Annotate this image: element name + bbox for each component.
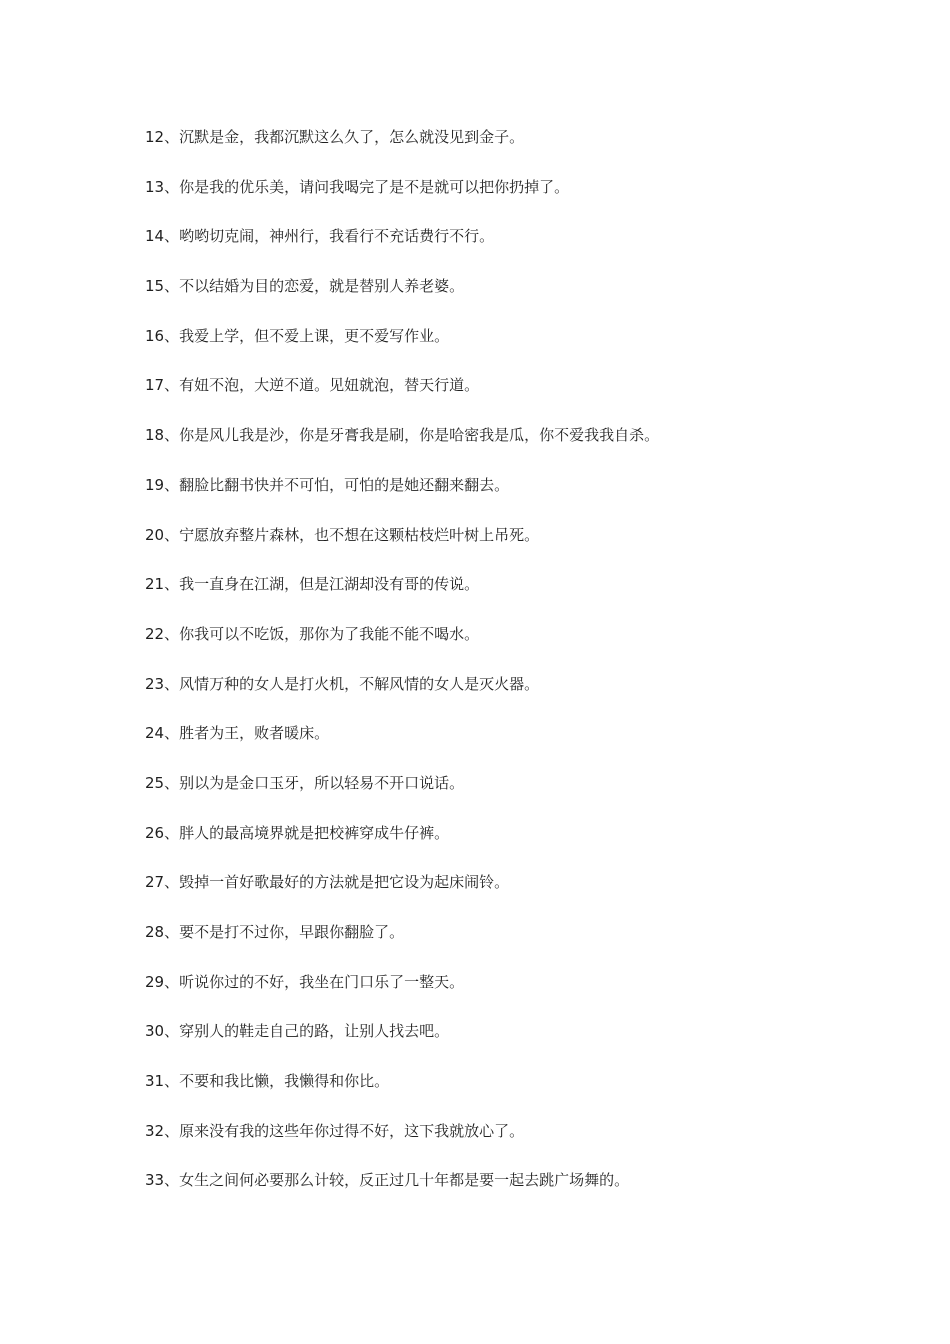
list-item: 33、女生之间何必要那么计较，反正过几十年都是要一起去跳广场舞的。 bbox=[145, 1171, 630, 1190]
list-item: 27、毁掉一首好歌最好的方法就是把它设为起床闹铃。 bbox=[145, 873, 510, 892]
list-item: 21、我一直身在江湖，但是江湖却没有哥的传说。 bbox=[145, 575, 480, 594]
list-item: 28、要不是打不过你，早跟你翻脸了。 bbox=[145, 923, 405, 941]
list-item: 17、有妞不泡，大逆不道。见妞就泡，替天行道。 bbox=[145, 376, 480, 395]
list-item: 12、沉默是金，我都沉默这么久了，怎么就没见到金子。 bbox=[145, 128, 525, 146]
list-item: 29、听说你过的不好，我坐在门口乐了一整天。 bbox=[145, 972, 465, 991]
list-item: 25、别以为是金口玉牙，所以轻易不开口说话。 bbox=[145, 773, 465, 792]
list-item: 31、不要和我比懒，我懒得和你比。 bbox=[145, 1072, 390, 1091]
list-item: 20、宁愿放弃整片森林，也不想在这颗枯枝烂叶树上吊死。 bbox=[145, 525, 540, 544]
list-item: 14、哟哟切克闹，神州行，我看行不充话费行不行。 bbox=[145, 227, 495, 246]
list-item: 18、你是风儿我是沙，你是牙膏我是刷，你是哈密我是瓜，你不爱我我自杀。 bbox=[145, 426, 660, 445]
list-item: 32、原来没有我的这些年你过得不好，这下我就放心了。 bbox=[145, 1121, 525, 1140]
list-item: 23、风情万种的女人是打火机，不解风情的女人是灭火器。 bbox=[145, 674, 540, 693]
list-item: 30、穿别人的鞋走自己的路，让别人找去吧。 bbox=[145, 1022, 450, 1041]
list-item: 15、不以结婚为目的恋爱，就是替别人养老婆。 bbox=[145, 277, 465, 296]
joke-list bbox=[145, 125, 905, 1218]
list-item: 16、我爱上学，但不爱上课，更不爱写作业。 bbox=[145, 326, 450, 345]
list-item: 26、胖人的最高境界就是把校裤穿成牛仔裤。 bbox=[145, 823, 450, 842]
list-item: 13、你是我的优乐美，请问我喝完了是不是就可以把你扔掉了。 bbox=[145, 177, 570, 196]
list-item: 24、胜者为王，败者暖床。 bbox=[145, 724, 330, 743]
list-item: 19、翻脸比翻书快并不可怕，可怕的是她还翻来翻去。 bbox=[145, 475, 510, 494]
list-item: 22、你我可以不吃饭，那你为了我能不能不喝水。 bbox=[145, 624, 480, 643]
